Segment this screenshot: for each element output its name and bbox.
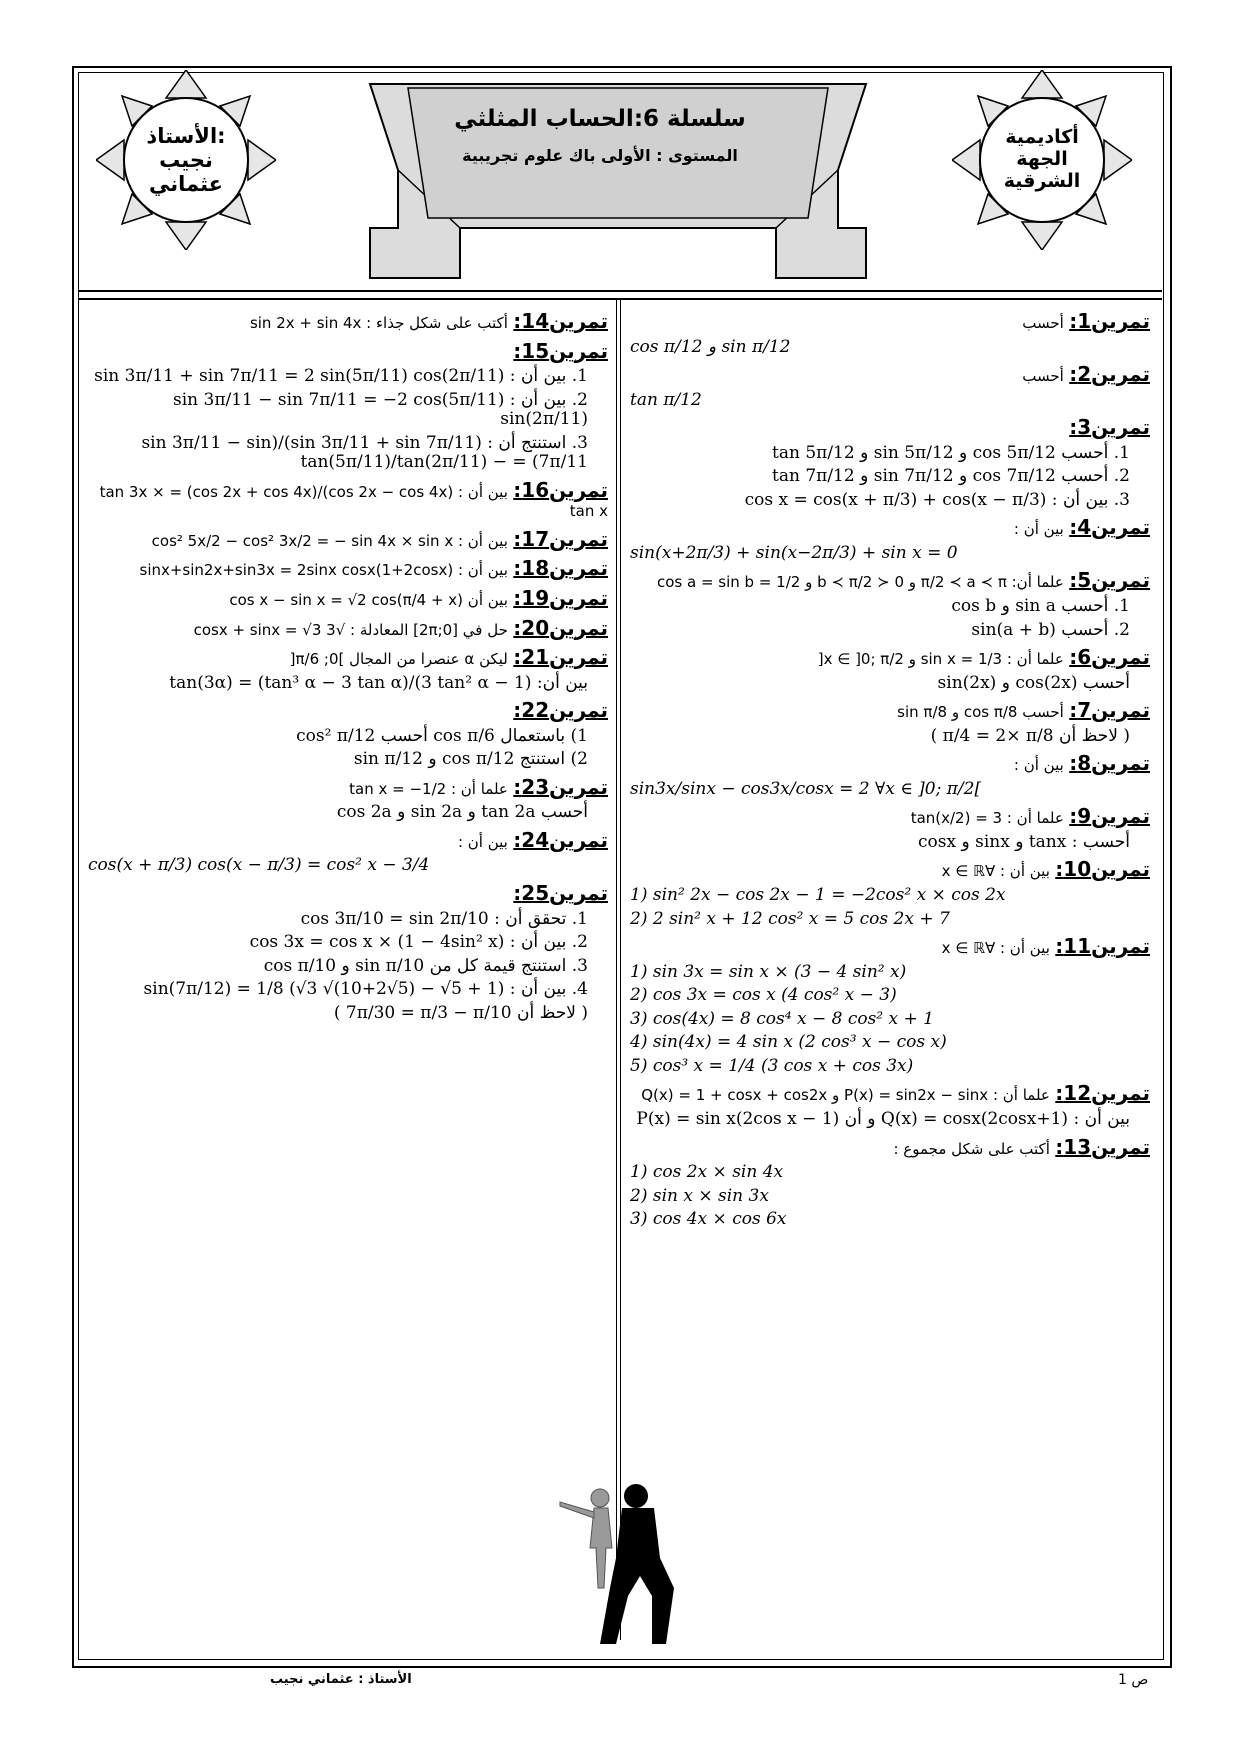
exercise-intro: بين أن : ∀x ∈ ℝ (941, 939, 1050, 958)
exercise-intro: أكتب على شكل جذاء : sin 2x + sin 4x (249, 314, 508, 332)
exercise-item: 2. أحسب sin(a + b) (971, 619, 1130, 640)
exercise-intro: أكتب على شكل مجموع : (893, 1139, 1050, 1158)
exercise-6 (630, 646, 1150, 693)
exercise-heading: تمرين15: (513, 338, 608, 363)
exercise-19 (88, 587, 608, 611)
exercise-2 (630, 363, 1150, 410)
exercise-intro: أحسب cos π/8 و sin π/8 (897, 703, 1064, 722)
exercise-3 (630, 416, 1150, 510)
exercise-intro: علما أن : tan(x/2) = 3 (910, 809, 1064, 828)
exercise-intro: ليكن α عنصرا من المجال ]0; π/6[ (289, 650, 508, 669)
academy-line-3: الشرقية (1003, 169, 1081, 192)
exercise-item: 2) استنتج cos π/12 و sin π/12 (353, 749, 588, 770)
exercise-intro: بين أن : cos² 5x/2 − cos² 3x/2 = − sin 4x × sin x (151, 531, 508, 550)
exercise-heading: تمرين5: (1069, 568, 1150, 593)
exercise-1 (630, 310, 1150, 357)
exercise-22 (88, 699, 608, 770)
exercise-item: cos(x + π/3) cos(x − π/3) = cos² x − 3/4 (88, 855, 430, 876)
exercise-24 (88, 829, 608, 876)
exercise-item: 3) cos(4x) = 8 cos⁴ x − 8 cos² x + 1 (630, 1008, 934, 1029)
exercise-heading: تمرين3: (1069, 415, 1150, 440)
column-divider-2 (620, 300, 621, 1640)
exercise-item: 3. استنتج قيمة كل من sin π/10 و cos π/10 (263, 955, 588, 976)
exercise-item: 1) باستعمال cos π/6 أحسب cos² π/12 (296, 725, 588, 746)
exercise-13 (630, 1136, 1150, 1230)
exercise-intro: بين أن : (457, 832, 508, 851)
exercise-heading: تمرين7: (1069, 698, 1150, 723)
exercise-item: 5) cos³ x = 1/4 (3 cos x + cos 3x) (630, 1055, 914, 1076)
exercise-intro: بين أن : (cos 2x − cos 4x)/(cos 2x + cos 4x) = tan 3x × tan x (99, 482, 608, 521)
exercise-10 (630, 858, 1150, 929)
exercise-intro: أحسب (1022, 367, 1064, 386)
exercise-heading: تمرين25: (513, 881, 608, 906)
exercise-4 (630, 516, 1150, 563)
exercise-item: 3) cos 4x × cos 6x (630, 1209, 787, 1230)
exercise-heading: تمرين14: (513, 309, 608, 333)
exercise-intro: علما أن : P(x) = sin2x − sinx و Q(x) = 1 + cosx + cos2x (641, 1086, 1050, 1105)
exercise-item: 1. أحسب sin a و cos b (951, 596, 1130, 617)
exercise-heading: تمرين23: (513, 774, 608, 799)
academy-badge (952, 70, 1132, 250)
exercise-heading: تمرين8: (1069, 751, 1150, 776)
exercise-heading: تمرين13: (1055, 1134, 1150, 1159)
series-title: سلسلة 6:الحساب المثلثي (454, 106, 746, 132)
footer-teacher: الأستاذ : عثماني نجيب (270, 1672, 412, 1687)
exercise-item: 2) cos 3x = cos x (4 cos² x − 3) (630, 985, 897, 1006)
exercise-intro: علما أن : tan x = −1/2 (349, 779, 508, 798)
exercise-item: 2. بين أن : sin 3π/11 − sin 7π/11 = −2 cos(5π/11) sin(2π/11) (173, 389, 588, 430)
exercise-item: sin3x/sinx − cos3x/cosx = 2 ∀x ∈ ]0; π/2[ (630, 778, 982, 799)
exercise-heading: تمرين24: (513, 827, 608, 852)
column-divider (616, 300, 617, 1640)
exercise-item: أحسب cos(2x) و sin(2x) (937, 672, 1130, 693)
exercise-16 (88, 479, 608, 522)
exercise-heading: تمرين22: (513, 698, 608, 723)
footer-page-number: ص 1 (1118, 1672, 1149, 1688)
exercise-25 (88, 882, 608, 1023)
exercise-item: sin(x+2π/3) + sin(x−2π/3) + sin x = 0 (630, 542, 958, 563)
exercise-14 (88, 310, 608, 334)
exercise-heading: تمرين19: (513, 586, 608, 611)
exercise-intro: بين أن : sinx+sin2x+sin3x = 2sinx cosx(1+2cosx) (139, 561, 508, 580)
exercise-heading: تمرين6: (1069, 645, 1150, 670)
exercise-11 (630, 935, 1150, 1076)
level-subtitle: المستوى : الأولى باك علوم تجريبية (462, 146, 738, 165)
teacher-line-2: نجيب (159, 147, 213, 172)
academy-line-2: الجهة (1016, 148, 1068, 171)
exercise-item: 1) cos 2x × sin 4x (630, 1162, 784, 1183)
exercise-item: 3. بين أن : cos x = cos(x + π/3) + cos(x − π/3) (744, 489, 1130, 510)
exercise-intro: علما أن : sin x = 1/3 و x ∈ ]0; π/2[ (817, 650, 1064, 669)
exercise-intro: بين أن : (1013, 756, 1064, 775)
exercise-heading: تمرين12: (1055, 1081, 1150, 1106)
exercise-item: بين أن: tan(3α) = (tan³ α − 3 tan α)/(3 tan² α − 1) (169, 672, 588, 693)
exercise-8 (630, 752, 1150, 799)
exercise-7 (630, 699, 1150, 746)
exercise-23 (88, 776, 608, 823)
exercise-heading: تمرين1: (1069, 309, 1150, 333)
exercise-item: ( لاحظ أن π/4 = 2× π/8 ) (930, 725, 1130, 746)
exercise-intro: علما أن: π/2 ≺ a ≺ π و 0 ≺ b ≺ π/2 و cos a = sin b = 1/2 (656, 573, 1064, 592)
exercise-intro: أحسب (1022, 314, 1064, 332)
exercise-item: ( لاحظ أن 7π/30 = π/3 − π/10 ) (333, 1002, 588, 1023)
exercise-20 (88, 617, 608, 641)
exercise-heading: تمرين18: (513, 556, 608, 581)
exercise-item: 4. بين أن : sin(7π/12) = 1/8 (√3 √(10+2√5) − √5 + 1) (143, 979, 588, 1000)
exercise-intro: بين أن : (1013, 520, 1064, 539)
exercise-item: 1) sin² 2x − cos 2x − 1 = −2cos² x × cos 2x (630, 885, 1006, 906)
exercise-heading: تمرين4: (1069, 515, 1150, 540)
exercise-item: 1. بين أن : sin 3π/11 + sin 7π/11 = 2 sin(5π/11) cos(2π/11) (94, 366, 588, 387)
exercise-item: 3. استنتج أن : (sin 3π/11 + sin 7π/11)/(sin 3π/11 − sin 7π/11) = − tan(5π/11)/tan(2π/11) (141, 432, 588, 473)
exercise-item: 1. تحقق أن : cos 3π/10 = sin 2π/10 (300, 908, 588, 929)
exercise-item: 2. بين أن : cos 3x = cos x × (1 − 4sin² x) (249, 932, 588, 953)
exercise-heading: تمرين2: (1069, 362, 1150, 387)
exercise-9 (630, 805, 1150, 852)
left-column (88, 310, 608, 1029)
exercise-18 (88, 557, 608, 581)
exercise-heading: تمرين9: (1069, 804, 1150, 829)
teacher-line-1: الأستاذ: (146, 123, 226, 148)
exercise-item: 1. أحسب cos 5π/12 و sin 5π/12 و tan 5π/12 (772, 442, 1130, 463)
exercise-intro: بين أن cos x − sin x = √2 cos(π/4 + x) (229, 591, 508, 610)
exercise-item: 2) sin x × sin 3x (630, 1185, 769, 1206)
exercise-item: cos π/12 و sin π/12 (630, 336, 791, 357)
exercise-heading: تمرين17: (513, 526, 608, 551)
exercise-item: أحسب tan 2a و sin 2a و cos 2a (336, 802, 588, 823)
teacher-badge (96, 70, 276, 250)
exercise-21 (88, 646, 608, 693)
academy-line-1: أكاديمية (1005, 126, 1079, 149)
exercise-item: 1) sin 3x = sin x × (3 − 4 sin² x) (630, 961, 907, 982)
exercise-17 (88, 528, 608, 552)
exercise-15 (88, 340, 608, 473)
exercise-heading: تمرين16: (513, 477, 608, 502)
exercise-5 (630, 569, 1150, 640)
teacher-child-figure-icon (556, 1468, 686, 1648)
exercise-intro: حل في [0;2π] المعادلة : √3 cosx + sinx = √3 (193, 620, 508, 639)
exercise-heading: تمرين10: (1055, 857, 1150, 882)
exercise-heading: تمرين20: (513, 615, 608, 640)
exercise-item: tan π/12 (630, 389, 702, 410)
exercise-item: 2. أحسب cos 7π/12 و sin 7π/12 و tan 7π/12 (772, 466, 1130, 487)
exercise-heading: تمرين11: (1055, 934, 1150, 959)
exercise-item: أحسب : tanx و sinx و cosx (918, 831, 1130, 852)
exercise-heading: تمرين21: (513, 645, 608, 670)
exercise-intro: بين أن : ∀x ∈ ℝ (941, 862, 1050, 881)
exercise-item: 2) 2 sin² x + 12 cos² x = 5 cos 2x + 7 (630, 908, 950, 929)
teacher-line-3: عثماني (148, 172, 223, 197)
right-column (630, 310, 1150, 1236)
exercise-12 (630, 1082, 1150, 1129)
exercise-item: 4) sin(4x) = 4 sin x (2 cos³ x − cos x) (630, 1032, 947, 1053)
exercise-item: بين أن : Q(x) = cosx(2cosx+1) و أن P(x) = sin x(2cos x − 1) (636, 1108, 1130, 1129)
